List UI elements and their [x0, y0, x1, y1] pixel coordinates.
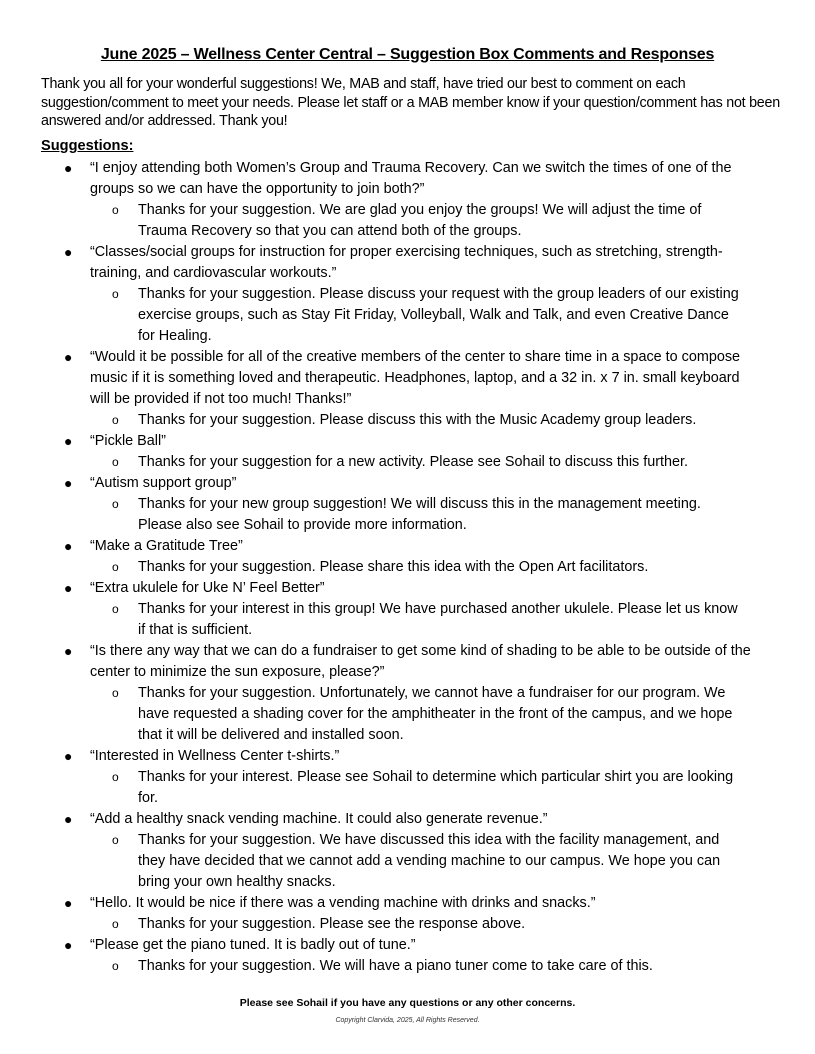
sub-bullet-icon: o	[112, 412, 119, 427]
suggestion-item	[0, 809, 760, 830]
response-text: Thanks for your interest in this group! We have purchased another ukulele. Please let us know if that is sufficient.	[138, 600, 738, 638]
suggestion-item	[0, 641, 760, 683]
copyright-text: Copyright Clarvida, 2025, All Rights Reserved.	[335, 1017, 480, 1024]
response-item	[0, 683, 748, 746]
response-text: Thanks for your interest. Please see Sohail to determine which particular shirt you are looking for.	[138, 768, 734, 806]
suggestion-text: “Please get the piano tuned. It is badly out of tune.”	[90, 936, 416, 953]
response-item	[0, 494, 748, 536]
response-item	[0, 767, 748, 809]
response-text: Thanks for your suggestion. Please discuss this with the Music Academy group leaders.	[138, 411, 697, 428]
response-text: Thanks for your new group suggestion! We will discuss this in the management meeting. Please also see Sohail to provide more information.	[138, 495, 701, 533]
response-text: Thanks for your suggestion for a new activity. Please see Sohail to discuss this further.	[138, 453, 689, 470]
sub-bullet-icon: o	[112, 916, 119, 931]
response-text: Thanks for your suggestion. Unfortunately, we cannot have a fundraiser for our program. We have requested a shading cover for the amphitheater in the front of the campus, and we hope that it will be delivered and installed soon.	[138, 684, 733, 743]
suggestion-item	[0, 893, 760, 914]
suggestion-item	[0, 242, 760, 284]
sub-bullet-icon: o	[112, 685, 119, 700]
suggestion-text: “Autism support group”	[90, 474, 237, 491]
sub-bullet-icon: o	[112, 454, 119, 469]
response-item	[0, 410, 748, 431]
bullet-icon: ●	[64, 432, 73, 449]
response-text: Thanks for your suggestion. We are glad you enjoy the groups! We will adjust the time of Trauma Recovery so that you can attend both of the groups.	[138, 201, 702, 239]
bullet-icon: ●	[64, 474, 73, 491]
suggestion-text: “Extra ukulele for Uke N’ Feel Better”	[90, 579, 325, 596]
sub-bullet-icon: o	[112, 202, 119, 217]
bullet-icon: ●	[64, 579, 73, 596]
response-item	[0, 200, 748, 242]
sub-bullet-icon: o	[112, 769, 119, 784]
footer-note: Please see Sohail if you have any questions or any other concerns.	[239, 997, 576, 1009]
suggestion-text: “Pickle Ball”	[90, 432, 166, 449]
response-text: Thanks for your suggestion. Please see the response above.	[138, 915, 526, 932]
bullet-icon: ●	[64, 894, 73, 911]
response-item	[0, 956, 748, 977]
suggestion-item	[0, 746, 760, 767]
suggestion-item	[0, 347, 760, 410]
page-title: June 2025 – Wellness Center Central – Suggestion Box Comments and Responses	[100, 46, 715, 63]
sub-bullet-icon: o	[112, 601, 119, 616]
suggestion-item	[0, 431, 760, 452]
sub-bullet-icon: o	[112, 958, 119, 973]
sub-bullet-icon: o	[112, 496, 119, 511]
bullet-icon: ●	[64, 810, 73, 827]
suggestion-text: “Make a Gratitude Tree”	[90, 537, 243, 554]
response-item	[0, 557, 748, 578]
response-item	[0, 284, 748, 347]
suggestion-text: “Add a healthy snack vending machine. It could also generate revenue.”	[90, 810, 548, 827]
suggestion-item	[0, 935, 760, 956]
suggestion-list	[0, 158, 815, 977]
response-text: Thanks for your suggestion. We have discussed this idea with the facility management, and they have decided that we cannot add a vending machine to our campus. We hope you can bring your own healthy snacks.	[138, 831, 721, 890]
suggestion-item	[0, 536, 760, 557]
response-text: Thanks for your suggestion. Please share this idea with the Open Art facilitators.	[138, 558, 649, 575]
response-item	[0, 830, 748, 893]
bullet-icon: ●	[64, 642, 73, 659]
suggestion-item	[0, 158, 760, 200]
suggestion-text: “Is there any way that we can do a fundraiser to get some kind of shading to be able to be outside of the center to minimize the sun exposure, please?”	[90, 642, 751, 680]
suggestion-text: “Interested in Wellness Center t-shirts.”	[90, 747, 340, 764]
intro-paragraph: Thank you all for your wonderful suggestions! We, MAB and staff, have tried our best to comment on each suggestion/comment to meet your needs. Please let staff or a MAB member know if your question/comment has not been answered and/or addressed. Thank you!	[41, 76, 780, 130]
suggestion-text: “Classes/social groups for instruction for proper exercising techniques, such as stretching, strength-training, and cardiovascular workouts.”	[90, 243, 723, 281]
bullet-icon: ●	[64, 537, 73, 554]
bullet-icon: ●	[64, 159, 73, 176]
response-item	[0, 914, 748, 935]
response-text: Thanks for your suggestion. Please discuss your request with the group leaders of our existing exercise groups, such as Stay Fit Friday, Volleyball, Walk and Talk, and even Creative Dance for Healing.	[138, 285, 739, 344]
bullet-icon: ●	[64, 747, 73, 764]
sub-bullet-icon: o	[112, 832, 119, 847]
suggestion-item	[0, 578, 760, 599]
response-text: Thanks for your suggestion. We will have a piano tuner come to take care of this.	[138, 957, 653, 974]
bullet-icon: ●	[64, 348, 73, 365]
response-item	[0, 452, 748, 473]
bullet-icon: ●	[64, 936, 73, 953]
section-heading: Suggestions:	[41, 138, 134, 154]
suggestion-text: “I enjoy attending both Women’s Group and Trauma Recovery. Can we switch the times of one of the groups so we can have the opportunity to join both?”	[90, 159, 732, 197]
bullet-icon: ●	[64, 243, 73, 260]
suggestion-text: “Hello. It would be nice if there was a vending machine with drinks and snacks.”	[90, 894, 596, 911]
suggestion-item	[0, 473, 760, 494]
sub-bullet-icon: o	[112, 286, 119, 301]
suggestion-text: “Would it be possible for all of the creative members of the center to share time in a space to compose music if it is something loved and therapeutic. Headphones, laptop, and a 32 in. x 7 in. small keyboard will be provided if not too much! Thanks!”	[90, 348, 741, 407]
response-item	[0, 599, 748, 641]
sub-bullet-icon: o	[112, 559, 119, 574]
